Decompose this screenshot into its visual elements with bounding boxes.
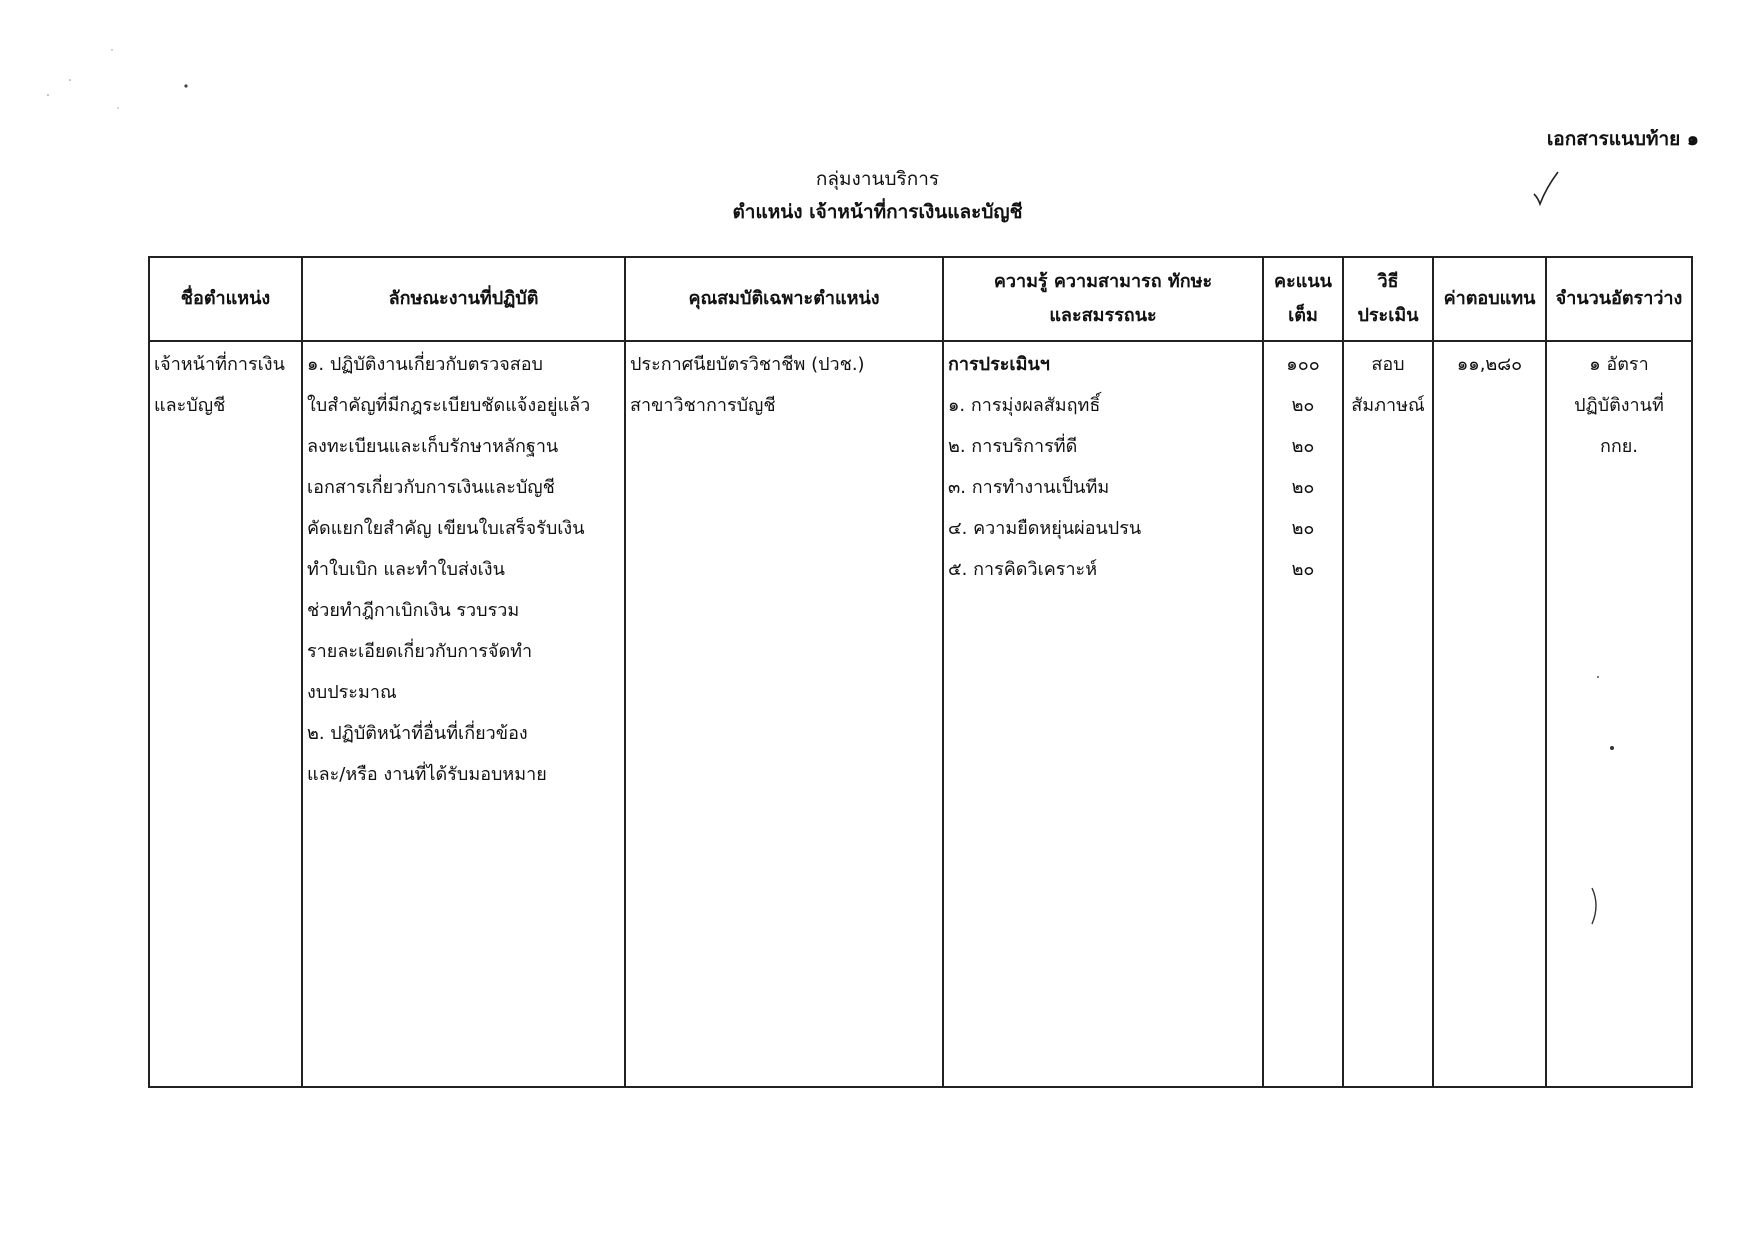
text-line: และบัญชี (154, 395, 226, 416)
text-line: ๑ อัตรา (1589, 354, 1649, 375)
text-line: ๒. การบริการที่ดี (948, 436, 1078, 457)
header-line: ความรู้ ความสามารถ ทักษะ (993, 271, 1213, 292)
text-line: การประเมินฯ (948, 354, 1050, 375)
header-line: วิธี (1377, 271, 1399, 292)
header-line: คะแนน (1274, 271, 1332, 292)
cell-qualifications (625, 341, 943, 1087)
cell-vacancies (1546, 341, 1692, 1087)
text-line: ๑๑,๒๘๐ (1456, 354, 1523, 375)
attachment-label: เอกสารแนบท้าย ๑ (1546, 128, 1699, 150)
text-line: รายละเอียดเกี่ยวกับการจัดทำ (307, 641, 533, 662)
header-line: ประเมิน (1357, 305, 1419, 326)
text-line: ๒๐ (1291, 477, 1315, 498)
text-line: ปฏิบัติงานที่ (1574, 395, 1664, 416)
table-row (149, 341, 1692, 1087)
text-line: ๒๐ (1291, 518, 1315, 539)
cell-duties (302, 341, 625, 1087)
text-line: ๑. ปฏิบัติงานเกี่ยวกับตรวจสอบ (307, 354, 543, 375)
header-line: ลักษณะงานที่ปฏิบัติ (388, 288, 539, 309)
header-position-name (149, 257, 302, 341)
header-full-score (1263, 257, 1343, 341)
text-line: ๔. ความยืดหยุ่นผ่อนปรน (948, 518, 1142, 539)
header-competencies (943, 257, 1263, 341)
text-line: ๒๐ (1291, 436, 1315, 457)
text-line: ๒. ปฏิบัติหน้าที่อื่นที่เกี่ยวข้อง (307, 723, 528, 744)
text-line: ใบสำคัญที่มีกฎระเบียบชัดแจ้งอยู่แล้ว (307, 395, 591, 416)
position-title: ตำแหน่ง เจ้าหน้าที่การเงินและบัญชี (732, 201, 1023, 223)
text-line: ๓. การทำงานเป็นทีม (948, 477, 1110, 498)
header-line: เต็ม (1288, 305, 1318, 326)
header-line: ค่าตอบแทน (1443, 288, 1536, 309)
text-line: ทำใบเบิก และทำใบส่งเงิน (307, 559, 505, 580)
header-assessment-method (1343, 257, 1433, 341)
text-line: สัมภาษณ์ (1351, 395, 1425, 416)
header-line: และสมรรถนะ (1049, 305, 1157, 326)
cell-position-name (149, 341, 302, 1087)
text-line: คัดแยกใยสำคัญ เขียนใบเสร็จรับเงิน (307, 518, 585, 539)
cell-competencies (943, 341, 1263, 1087)
text-line: เจ้าหน้าที่การเงิน (154, 354, 285, 375)
text-line: ช่วยทำฎีกาเบิกเงิน รวบรวม (307, 600, 520, 621)
cell-compensation (1433, 341, 1546, 1087)
header-line: ชื่อตำแหน่ง (180, 288, 271, 309)
text-line: ลงทะเบียนและเก็บรักษาหลักฐาน (307, 436, 559, 457)
header-compensation (1433, 257, 1546, 341)
header-vacancies (1546, 257, 1692, 341)
text-line: สอบ (1371, 354, 1405, 375)
text-line: เอกสารเกี่ยวกับการเงินและบัญชี (307, 477, 555, 498)
header-line: คุณสมบัติเฉพาะตำแหน่ง (688, 288, 880, 309)
text-line: ๑๐๐ (1286, 354, 1320, 375)
group-title: กลุ่มงานบริการ (815, 168, 940, 190)
table-header-row (149, 257, 1692, 341)
header-line: จำนวนอัตราว่าง (1555, 288, 1683, 309)
header-qualifications (625, 257, 943, 341)
text-line: ๒๐ (1291, 395, 1315, 416)
text-line: งบประมาณ (307, 682, 397, 703)
text-line: กกย. (1599, 436, 1639, 457)
text-line: สาขาวิชาการบัญชี (630, 395, 776, 416)
position-table (148, 256, 1693, 1088)
cell-method (1343, 341, 1433, 1087)
cell-scores (1263, 341, 1343, 1087)
text-line: ประกาศนียบัตรวิชาชีพ (ปวช.) (630, 354, 865, 375)
text-line: ๒๐ (1291, 559, 1315, 580)
text-line: ๕. การคิดวิเคราะห์ (948, 559, 1098, 580)
header-duties (302, 257, 625, 341)
document-titles (0, 163, 1755, 229)
text-line: และ/หรือ งานที่ได้รับมอบหมาย (307, 764, 547, 785)
text-line: ๑. การมุ่งผลสัมฤทธิ์ (948, 395, 1101, 416)
